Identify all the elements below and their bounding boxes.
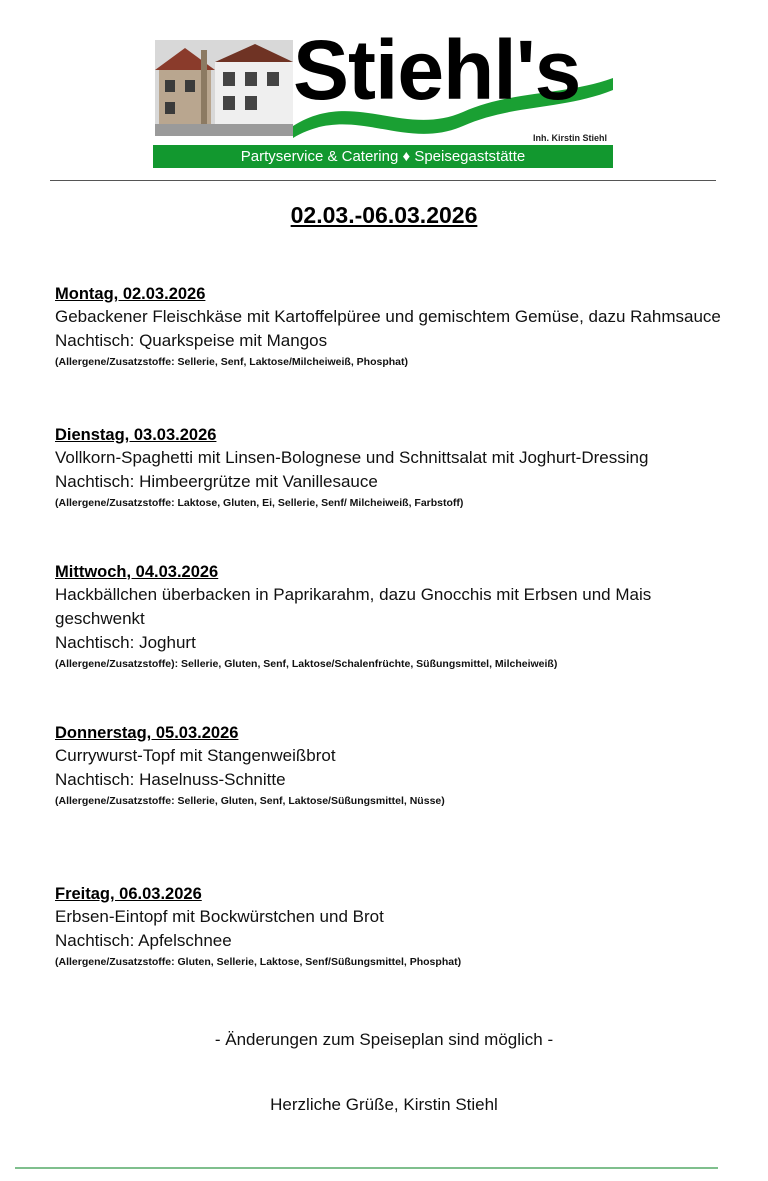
allergens-line: (Allergene/Zusatzstoffe: Laktose, Gluten, Ei, Sellerie, Senf/ Milcheiweiß, Farbstoff) xyxy=(55,497,464,509)
logo-name: Stiehl's xyxy=(293,23,581,117)
dessert-line: Nachtisch: Haselnuss-Schnitte xyxy=(55,770,286,789)
dish-line: Erbsen-Eintopf mit Bockwürstchen und Brot xyxy=(55,907,384,926)
day-wednesday xyxy=(55,561,755,673)
logo-owner: Inh. Kirstin Stiehl xyxy=(532,133,607,143)
day-thursday xyxy=(55,722,755,810)
logo-tagline: Partyservice & Catering ♦ Speisegaststätte xyxy=(153,145,613,168)
allergens-line: (Allergene/Zusatzstoffe: Sellerie, Gluten, Senf, Laktose/Süßungsmittel, Nüsse) xyxy=(55,795,445,807)
restaurant-building-photo xyxy=(155,40,293,136)
allergens-line: (Allergene/Zusatzstoffe: Gluten, Sellerie, Laktose, Senf/Süßungsmittel, Phosphat) xyxy=(55,956,462,968)
dish-line: Currywurst-Topf mit Stangenweißbrot xyxy=(55,746,336,765)
dish-line: Hackbällchen überbacken in Paprikarahm, dazu Gnocchis mit Erbsen und Mais xyxy=(55,585,652,604)
dessert-line: Nachtisch: Himbeergrütze mit Vanillesauce xyxy=(55,472,378,491)
changes-note: - Änderungen zum Speiseplan sind möglich - xyxy=(214,1030,554,1049)
week-title: 02.03.-06.03.2026 xyxy=(290,202,478,228)
day-heading: Montag, 02.03.2026 xyxy=(55,285,206,303)
footer-divider xyxy=(15,1167,718,1169)
day-heading: Freitag, 06.03.2026 xyxy=(55,885,202,903)
allergens-line: (Allergene/Zusatzstoffe: Sellerie, Senf, Laktose/Milcheiweiß, Phosphat) xyxy=(55,356,408,368)
dessert-line: Nachtisch: Apfelschnee xyxy=(55,931,232,950)
day-monday xyxy=(55,283,755,371)
dessert-line: Nachtisch: Joghurt xyxy=(55,633,196,652)
day-friday xyxy=(55,883,755,971)
dish-line: geschwenkt xyxy=(55,609,145,628)
day-heading: Mittwoch, 04.03.2026 xyxy=(55,563,219,581)
dish-line: Vollkorn-Spaghetti mit Linsen-Bolognese und Schnittsalat mit Joghurt-Dressing xyxy=(55,448,649,467)
day-heading: Donnerstag, 05.03.2026 xyxy=(55,724,239,742)
restaurant-logo xyxy=(153,23,613,170)
day-heading: Dienstag, 03.03.2026 xyxy=(55,426,217,444)
day-tuesday xyxy=(55,424,755,512)
dish-line: Gebackener Fleischkäse mit Kartoffelpüree und gemischtem Gemüse, dazu Rahmsauce xyxy=(55,307,721,326)
greeting: Herzliche Grüße, Kirstin Stiehl xyxy=(270,1095,498,1114)
dessert-line: Nachtisch: Quarkspeise mit Mangos xyxy=(55,331,328,350)
header-divider xyxy=(50,180,716,181)
allergens-line: (Allergene/Zusatzstoffe): Sellerie, Gluten, Senf, Laktose/Schalenfrüchte, Süßungsmittel, Milcheiweiß) xyxy=(55,658,558,670)
